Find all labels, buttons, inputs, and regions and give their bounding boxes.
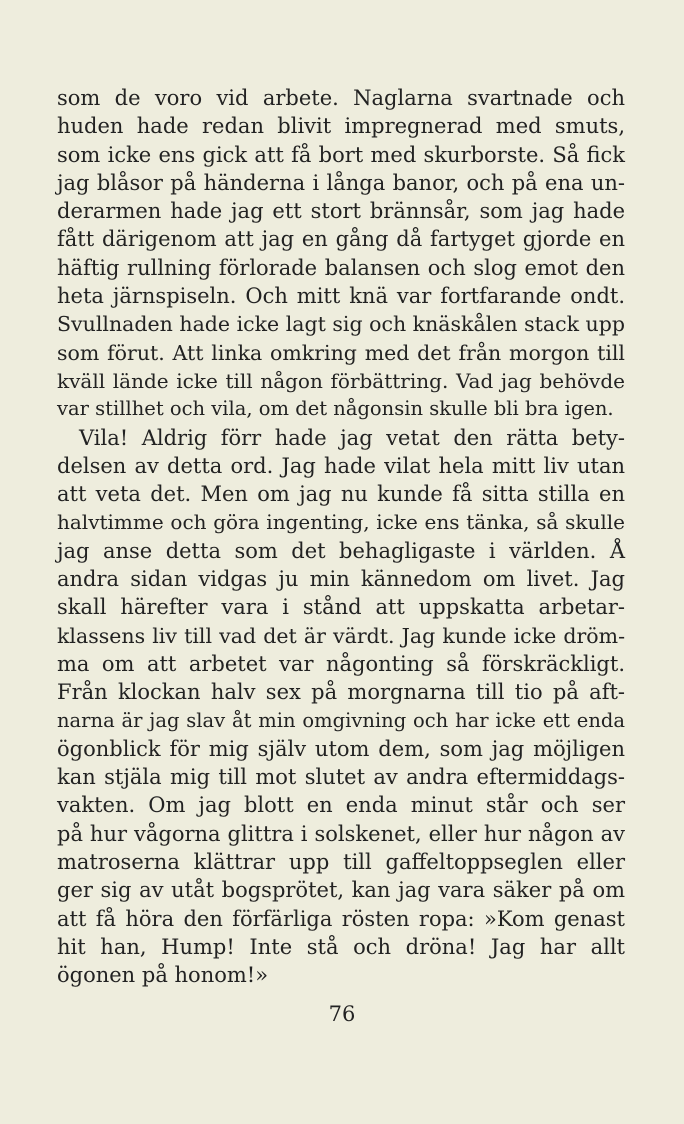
text-line: heta järnspiseln. Och mitt knä var fortfarande ondt. — [57, 284, 625, 309]
text-line: skall härefter vara i stånd att uppskatta arbetar- — [57, 595, 625, 620]
text-line: vakten. Om jag blott en enda minut står och ser — [57, 793, 625, 818]
text-line: att få höra den förfärliga rösten ropa: »Kom genast — [57, 906, 625, 931]
body-text — [57, 84, 625, 990]
text-line: ger sig av utåt bogsprötet, kan jag vara säker på om — [57, 878, 625, 903]
text-line: Svullnaden hade icke lagt sig och knäskålen stack upp — [57, 312, 625, 337]
text-line: derarmen hade jag ett stort brännsår, som jag hade — [57, 199, 625, 224]
text-line: Från klockan halv sex på morgnarna till tio på aft- — [57, 680, 625, 705]
text-line: narna är jag slav åt min omgivning och har icke ett enda — [57, 708, 625, 732]
text-line: var stillhet och vila, om det någonsin skulle bli bra igen. — [57, 397, 614, 421]
text-line: andra sidan vidgas ju min kännedom om livet. Jag — [57, 567, 625, 592]
text-line: huden hade redan blivit impregnerad med smuts, — [57, 114, 625, 139]
text-line: klassens liv till vad det är värdt. Jag kunde icke dröm- — [57, 623, 625, 648]
text-line: ögonen på honom!» — [57, 963, 269, 988]
text-line: kväll lände icke till någon förbättring. Vad jag behövde — [57, 368, 625, 393]
text-line: ögonblick för mig själv utom dem, som jag möjligen — [57, 736, 625, 761]
page-number: 76 — [328, 1002, 356, 1026]
text-line: att veta det. Men om jag nu kunde få sitta stilla en — [57, 482, 625, 507]
text-line: jag anse detta som det behagligaste i världen. Å — [57, 538, 625, 563]
text-line: som förut. Att linka omkring med det från morgon till — [57, 340, 625, 365]
text-line: som icke ens gick att få bort med skurborste. Så fick — [57, 142, 625, 167]
text-line: fått därigenom att jag en gång då fartyget gjorde en — [57, 227, 625, 252]
text-line: delsen av detta ord. Jag hade vilat hela mitt liv utan — [57, 453, 625, 478]
text-line: häftig rullning förlorade balansen och slog emot den — [57, 255, 625, 280]
text-line: hit han, Hump! Inte stå och dröna! Jag har allt — [57, 934, 625, 959]
text-line: ma om att arbetet var någonting så förskräckligt. — [57, 651, 625, 676]
text-line: halvtimme och göra ingenting, icke ens tänka, så skulle — [57, 510, 625, 535]
text-line: jag blåsor på händerna i långa banor, och på ena un- — [57, 170, 625, 195]
text-line: kan stjäla mig till mot slutet av andra eftermiddags- — [57, 765, 625, 790]
text-line: matroserna klättrar upp till gaffeltoppseglen eller — [57, 850, 625, 875]
text-line: Vila! Aldrig förr hade jag vetat den rätta bety- — [79, 425, 625, 450]
text-line: som de voro vid arbete. Naglarna svartnade och — [57, 86, 625, 110]
text-line: på hur vågorna glittra i solskenet, eller hur någon av — [57, 821, 625, 846]
